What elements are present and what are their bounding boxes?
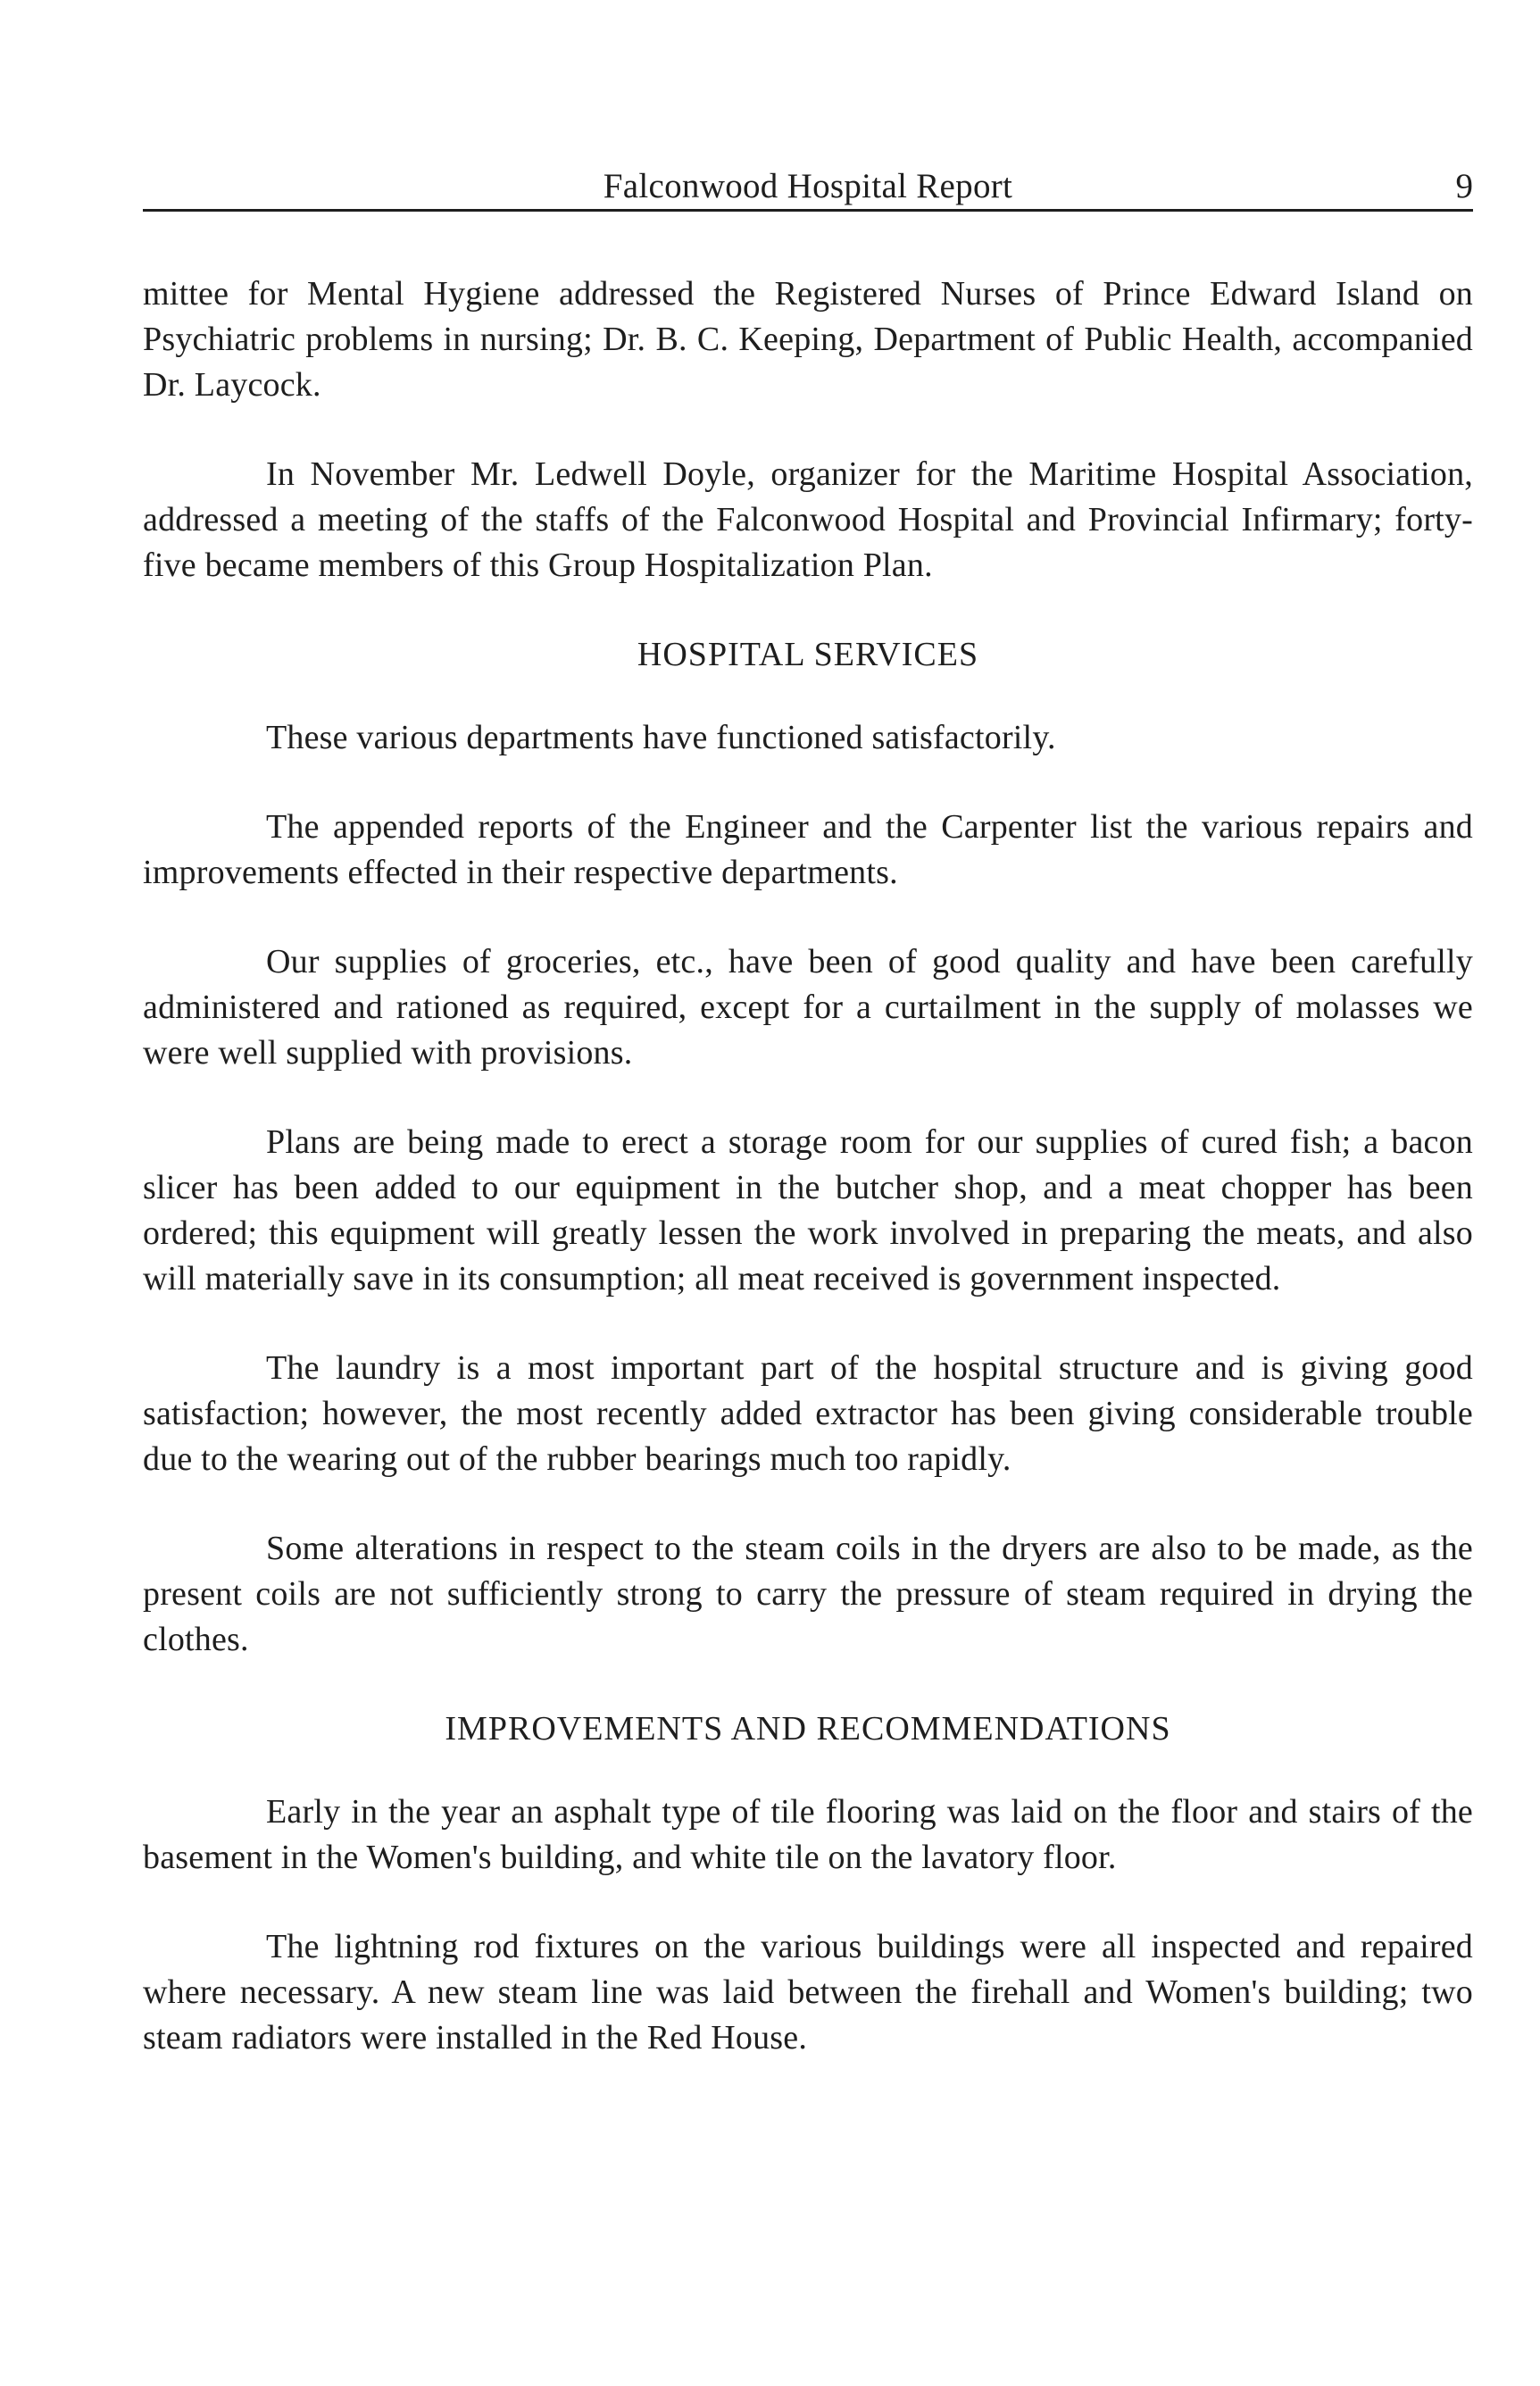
header-rule [143,209,1473,212]
paragraph-departments: These various departments have functioned satisfactorily. [266,719,1056,756]
paragraph-appended-reports: The appended reports of the Engineer and the Carpenter list the various repairs and improvements effected in their respective departments. [143,808,1473,891]
section-heading-hospital-services: HOSPITAL SERVICES [637,636,979,673]
body-text [143,271,1473,2105]
running-title: Falconwood Hospital Report [603,167,1013,205]
paragraph-continued: mittee for Mental Hygiene addressed the Registered Nurses of Prince Edward Island on Psychiatric problems in nursing; Dr. B. C. Keeping, Department of Public Health, accompanied Dr. Laycock. [143,275,1473,404]
running-header [143,164,1473,218]
paragraph-steam-coils: Some alterations in respect to the steam coils in the dryers are also to be made, as the present coils are not sufficiently strong to carry the pressure of steam required in drying the clothes. [143,1530,1473,1658]
paragraph-storage-room: Plans are being made to erect a storage room for our supplies of cured fish; a bacon slicer has been added to our equipment in the butcher shop, and a meat chopper has been ordered; this equipment will greatly lessen the work involved in preparing the meats, and also will materially save in its consumption; all meat received is government inspected. [143,1123,1473,1297]
paragraph-tile-flooring: Early in the year an asphalt type of tile flooring was laid on the floor and stairs of the basement in the Women's building, and white tile on the lavatory floor. [143,1793,1473,1876]
paragraph-supplies: Our supplies of groceries, etc., have been of good quality and have been carefully administered and rationed as required, except for a curtailment in the supply of molasses we were well supplied with provisions. [143,943,1473,1072]
paragraph-november-meeting: In November Mr. Ledwell Doyle, organizer for the Maritime Hospital Association, addressed a meeting of the staffs of the Falconwood Hospital and Provincial Infirmary; forty-five became members of this Group Hospitalization Plan. [143,455,1473,584]
paragraph-laundry: The laundry is a most important part of the hospital structure and is giving good satisfaction; however, the most recently added extractor has been giving considerable trouble due to the wearing out of the rubber bearings much too rapidly. [143,1349,1473,1478]
paragraph-lightning-rods: The lightning rod fixtures on the various buildings were all inspected and repaired where necessary. A new steam line was laid between the firehall and Women's building; two steam radiators were installed in the Red House. [143,1928,1473,2056]
document-page [143,0,1473,2386]
section-heading-improvements: IMPROVEMENTS AND RECOMMENDATIONS [445,1710,1171,1748]
page-number: 9 [1455,167,1473,205]
